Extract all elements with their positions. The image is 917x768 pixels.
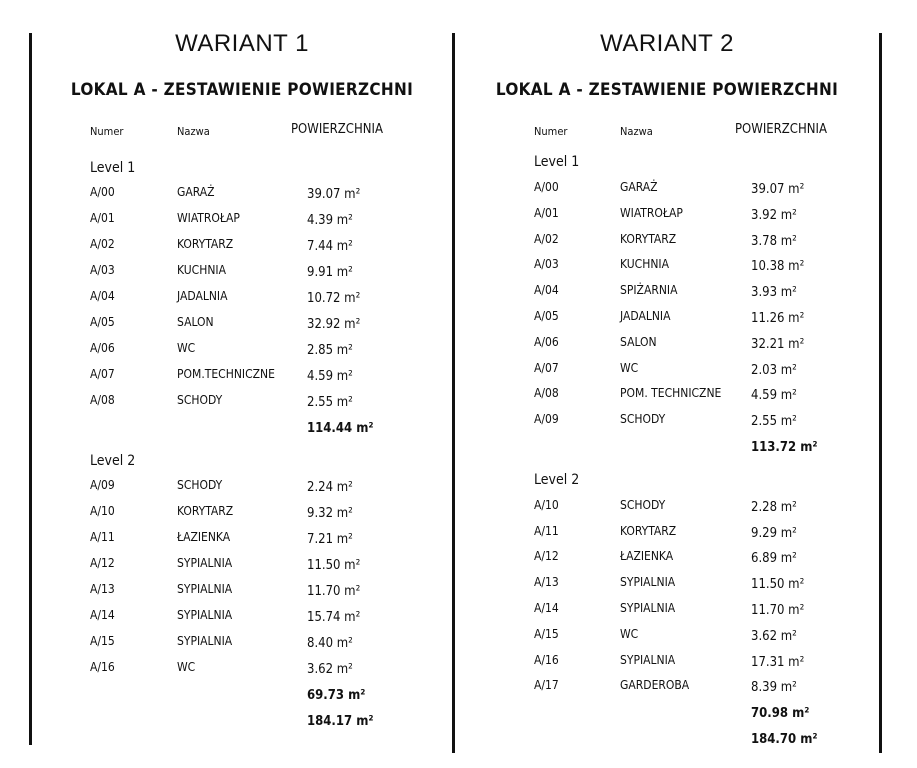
room-name: GARAŻ bbox=[177, 185, 215, 199]
room-area: 7.21 m² bbox=[307, 532, 353, 547]
room-area: 15.74 m² bbox=[307, 610, 361, 625]
room-area: 2.24 m² bbox=[307, 480, 353, 495]
room-number: A/05 bbox=[534, 309, 559, 323]
room-area: 3.78 m² bbox=[751, 233, 797, 249]
room-number: A/00 bbox=[90, 185, 115, 199]
room-number: A/17 bbox=[534, 678, 559, 693]
level-subtotal: 70.98 m² bbox=[751, 706, 810, 722]
room-name: SCHODY bbox=[620, 412, 666, 427]
variant-panel-1 bbox=[32, 0, 452, 768]
room-area: 3.92 m² bbox=[751, 207, 797, 223]
room-number: A/01 bbox=[534, 205, 559, 220]
room-area: 11.26 m² bbox=[751, 311, 805, 326]
room-area: 3.93 m² bbox=[751, 285, 797, 301]
grand-total: 184.17 m² bbox=[307, 714, 374, 729]
room-name: SYPIALNIA bbox=[177, 634, 233, 648]
room-area: 9.91 m² bbox=[307, 265, 353, 280]
room-name: SCHODY bbox=[177, 478, 223, 492]
room-area: 8.39 m² bbox=[751, 680, 797, 696]
room-name: KUCHNIA bbox=[177, 263, 226, 277]
room-area: 9.32 m² bbox=[307, 506, 353, 521]
variant-title: WARIANT 1 bbox=[175, 30, 309, 57]
room-area: 32.92 m² bbox=[307, 317, 361, 332]
room-name: WC bbox=[177, 660, 196, 674]
section-heading: LOKAL A - ZESTAWIENIE POWIERZCHNI bbox=[70, 80, 414, 100]
room-area: 11.50 m² bbox=[307, 558, 361, 573]
room-name: JADALNIA bbox=[620, 309, 671, 323]
room-area: 9.29 m² bbox=[751, 525, 797, 541]
grand-total: 184.70 m² bbox=[751, 732, 818, 747]
room-name: WIATROŁAP bbox=[620, 205, 683, 220]
room-area: 10.72 m² bbox=[307, 291, 361, 306]
room-number: A/15 bbox=[90, 634, 115, 648]
room-number: A/15 bbox=[534, 626, 559, 641]
room-name: POM. TECHNICZNE bbox=[620, 386, 722, 401]
level-subtotal: 114.44 m² bbox=[307, 421, 374, 436]
room-name: KORYTARZ bbox=[620, 523, 677, 538]
room-area: 3.62 m² bbox=[751, 628, 797, 644]
room-area: 8.40 m² bbox=[307, 636, 353, 651]
room-area: 2.03 m² bbox=[751, 362, 797, 378]
room-name: KORYTARZ bbox=[177, 504, 234, 518]
room-number: A/14 bbox=[90, 608, 115, 622]
room-name: SALON bbox=[620, 334, 657, 349]
room-name: SYPIALNIA bbox=[620, 601, 676, 615]
room-number: A/11 bbox=[534, 523, 559, 538]
room-area: 3.62 m² bbox=[307, 662, 353, 677]
room-name: WC bbox=[620, 360, 639, 375]
room-number: A/12 bbox=[534, 549, 559, 564]
room-number: A/12 bbox=[90, 556, 115, 570]
room-name: SCHODY bbox=[177, 393, 223, 407]
room-name: SPIŻARNIA bbox=[620, 283, 678, 298]
column-header-powierzchnia: POWIERZCHNIA bbox=[291, 122, 383, 137]
room-number: A/05 bbox=[90, 315, 115, 329]
room-number: A/02 bbox=[90, 237, 115, 251]
room-name: SYPIALNIA bbox=[177, 608, 233, 622]
room-number: A/04 bbox=[534, 283, 559, 298]
room-number: A/06 bbox=[90, 341, 115, 355]
room-area: 2.85 m² bbox=[307, 343, 353, 358]
room-name: ŁAZIENKA bbox=[177, 530, 231, 544]
room-name: POM.TECHNICZNE bbox=[177, 367, 275, 381]
room-name: SALON bbox=[177, 315, 214, 329]
room-number: A/09 bbox=[90, 478, 115, 492]
room-name: WIATROŁAP bbox=[177, 211, 240, 225]
room-number: A/00 bbox=[534, 180, 559, 194]
room-name: WC bbox=[177, 341, 196, 355]
room-number: A/07 bbox=[534, 360, 559, 375]
room-area: 2.28 m² bbox=[751, 499, 797, 515]
room-number: A/03 bbox=[534, 257, 559, 272]
right-border-line bbox=[879, 33, 882, 753]
room-name: KORYTARZ bbox=[620, 231, 677, 246]
room-area: 11.50 m² bbox=[751, 577, 805, 593]
room-number: A/03 bbox=[90, 263, 115, 277]
room-number: A/01 bbox=[90, 211, 115, 225]
room-name: SYPIALNIA bbox=[177, 556, 233, 570]
room-name: SYPIALNIA bbox=[177, 582, 233, 596]
level-subtotal: 69.73 m² bbox=[307, 688, 366, 703]
room-number: A/13 bbox=[90, 582, 115, 596]
room-name: GARAŻ bbox=[620, 180, 658, 194]
room-area: 4.59 m² bbox=[307, 369, 353, 384]
room-number: A/11 bbox=[90, 530, 115, 544]
section-heading: LOKAL A - ZESTAWIENIE POWIERZCHNI bbox=[495, 80, 839, 100]
room-number: A/16 bbox=[90, 660, 115, 674]
room-number: A/08 bbox=[90, 393, 115, 407]
room-number: A/16 bbox=[534, 652, 559, 667]
room-number: A/08 bbox=[534, 386, 559, 401]
room-area: 7.44 m² bbox=[307, 239, 353, 254]
room-area: 11.70 m² bbox=[307, 584, 361, 599]
room-number: A/07 bbox=[90, 367, 115, 381]
room-number: A/13 bbox=[534, 575, 559, 590]
room-area: 17.31 m² bbox=[751, 654, 805, 670]
room-area: 11.70 m² bbox=[751, 603, 805, 618]
level-label: Level 2 bbox=[534, 471, 580, 488]
room-name: SYPIALNIA bbox=[620, 652, 676, 667]
level-subtotal: 113.72 m² bbox=[751, 440, 818, 455]
variant-panel-2 bbox=[455, 0, 879, 768]
column-header-nazwa: Nazwa bbox=[177, 125, 210, 138]
room-area: 2.55 m² bbox=[751, 414, 797, 430]
column-header-nazwa: Nazwa bbox=[620, 125, 653, 138]
room-number: A/06 bbox=[534, 334, 559, 349]
level-label: Level 1 bbox=[534, 154, 580, 170]
room-name: WC bbox=[620, 626, 639, 641]
room-number: A/10 bbox=[534, 497, 559, 512]
room-name: ŁAZIENKA bbox=[620, 549, 674, 564]
room-area: 32.21 m² bbox=[751, 336, 805, 352]
level-label: Level 1 bbox=[90, 160, 136, 176]
room-area: 39.07 m² bbox=[307, 187, 361, 202]
level-label: Level 2 bbox=[90, 453, 136, 469]
room-number: A/02 bbox=[534, 231, 559, 246]
room-area: 4.59 m² bbox=[751, 388, 797, 404]
room-area: 6.89 m² bbox=[751, 551, 797, 567]
variant-title: WARIANT 2 bbox=[600, 30, 734, 57]
column-header-numer: Numer bbox=[90, 125, 124, 138]
room-number: A/14 bbox=[534, 601, 559, 615]
room-name: SYPIALNIA bbox=[620, 575, 676, 590]
room-name: GARDEROBA bbox=[620, 678, 690, 693]
room-area: 2.55 m² bbox=[307, 395, 353, 410]
room-name: SCHODY bbox=[620, 497, 666, 512]
room-name: JADALNIA bbox=[177, 289, 228, 303]
room-area: 4.39 m² bbox=[307, 213, 353, 228]
room-area: 10.38 m² bbox=[751, 259, 805, 275]
column-header-numer: Numer bbox=[534, 125, 568, 138]
column-header-powierzchnia: POWIERZCHNIA bbox=[735, 122, 827, 137]
room-name: KORYTARZ bbox=[177, 237, 234, 251]
room-name: KUCHNIA bbox=[620, 257, 669, 272]
room-area: 39.07 m² bbox=[751, 182, 805, 197]
room-number: A/04 bbox=[90, 289, 115, 303]
room-number: A/10 bbox=[90, 504, 115, 518]
room-number: A/09 bbox=[534, 412, 559, 427]
